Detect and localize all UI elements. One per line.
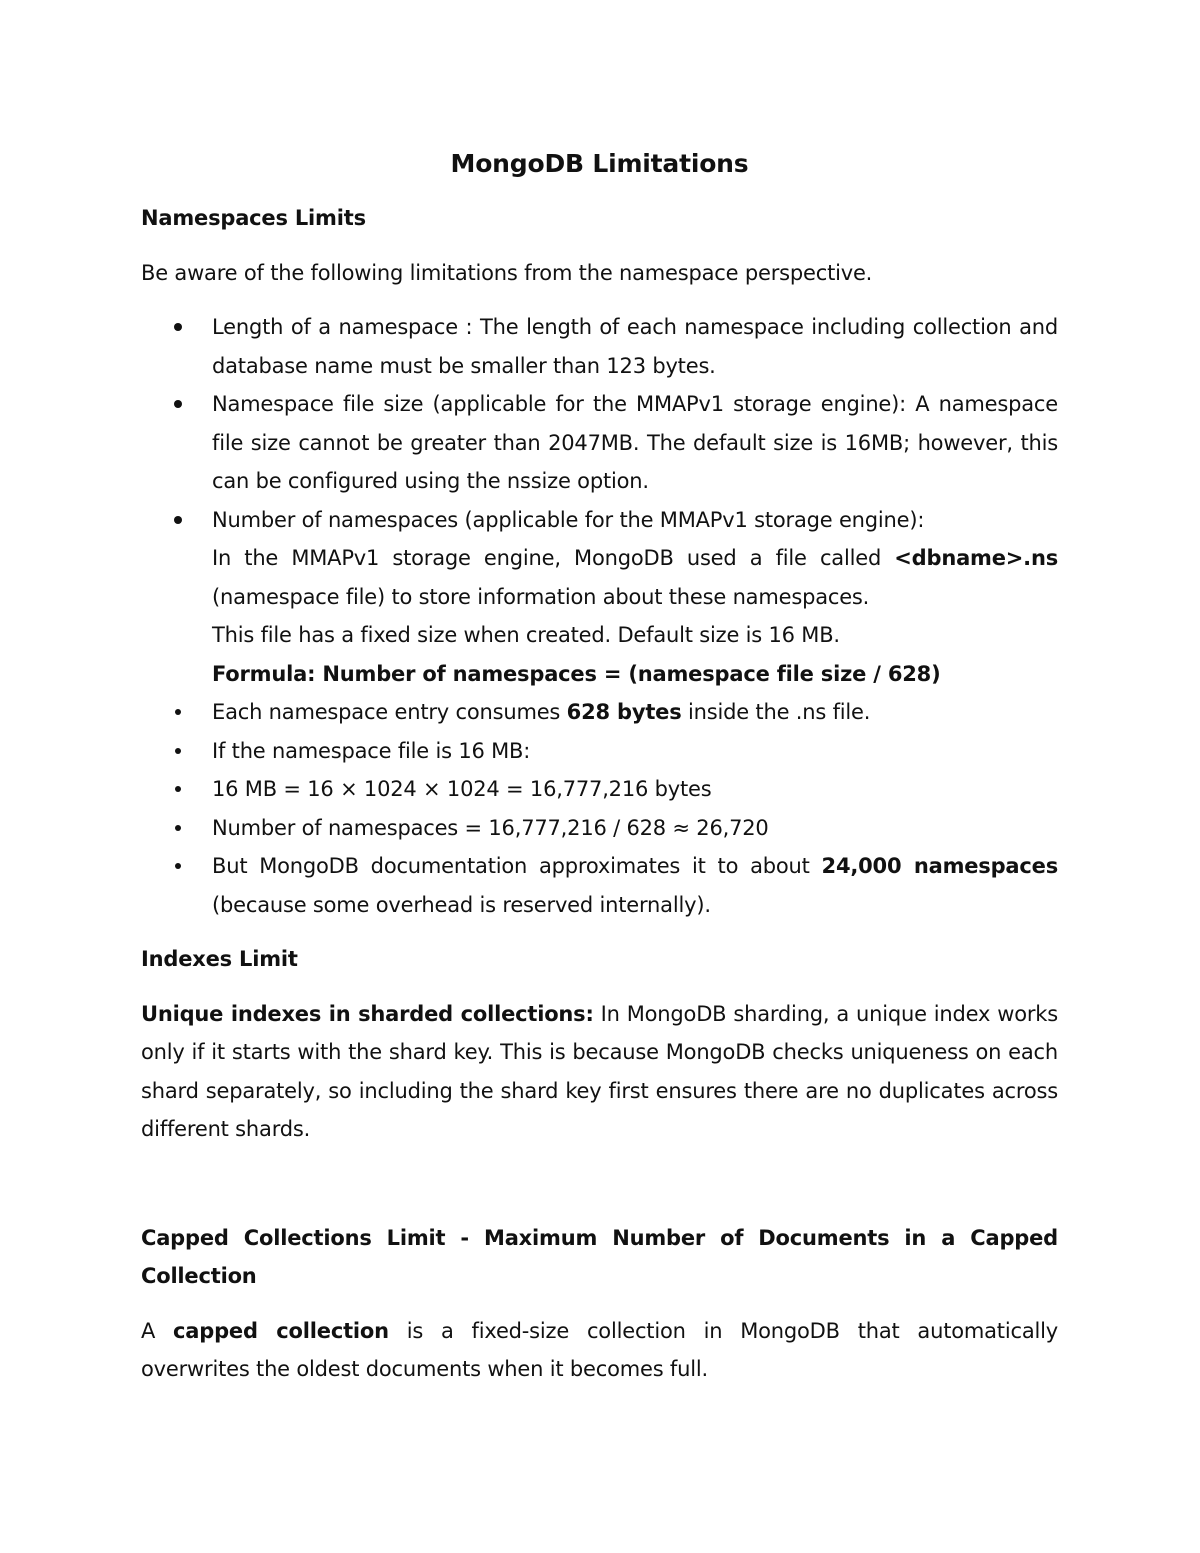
list-item [212, 732, 1058, 771]
text-run: In the MMAPv1 storage engine, MongoDB used a file called [212, 546, 895, 570]
formula-text: Formula: Number of namespaces = (namespace file size / 628) [212, 661, 941, 686]
list-item-text: Length of a namespace : The length of each namespace including collection and database name must be smaller than 123 bytes. [212, 315, 1058, 378]
namespaces-bullet-list [141, 308, 1058, 924]
bold-text-run: <dbname>.ns [894, 546, 1058, 570]
list-item [212, 501, 1058, 694]
list-item-text: This file has a fixed size when created. Default size is 16 MB. [212, 623, 840, 647]
list-item [212, 770, 1058, 809]
text-run: Each namespace entry consumes [212, 700, 567, 724]
list-item-text: Number of namespaces (applicable for the MMAPv1 storage engine): [212, 507, 925, 532]
text-run: is a fixed-size collection in MongoDB that automatically overwrites the oldest documents when it becomes full. [141, 1318, 1058, 1381]
list-item [212, 308, 1058, 385]
text-run: In MongoDB sharding, a unique index works only if it starts with the shard key. This is because MongoDB checks uniqueness on each shard separately, so including the shard key first ensures there are no duplicates across different shards. [141, 1001, 1058, 1141]
section-heading-indexes: Indexes Limit [141, 947, 298, 971]
document-body [141, 145, 1058, 1389]
list-item-text: 16 MB = 16 × 1024 × 1024 = 16,777,216 bytes [212, 777, 712, 801]
list-item [212, 385, 1058, 501]
section-heading-namespaces: Namespaces Limits [141, 206, 366, 230]
text-run: (because some overhead is reserved internally). [212, 892, 711, 917]
bold-text-run: Unique indexes in sharded collections: [141, 1001, 594, 1026]
list-item [212, 809, 1058, 848]
indexes-paragraph [141, 995, 1058, 1149]
list-item-text: Namespace file size (applicable for the MMAPv1 storage engine): A namespace file size cannot be greater than 2047MB. The default size is 16MB; however, this can be configured using the nssize option. [212, 392, 1058, 493]
bold-text-run: 628 bytes [566, 700, 682, 724]
text-run: (namespace file) to store information about these namespaces. [212, 584, 870, 609]
namespaces-intro: Be aware of the following limitations from the namespace perspective. [141, 260, 873, 285]
capped-paragraph [141, 1312, 1058, 1389]
page-title: MongoDB Limitations [450, 149, 749, 178]
text-run: A [141, 1318, 174, 1343]
section-heading-capped: Capped Collections Limit - Maximum Number of Documents in a Capped Collection [141, 1225, 1058, 1288]
list-item [212, 847, 1058, 924]
text-run: inside the .ns file. [681, 700, 871, 724]
bold-text-run: 24,000 namespaces [821, 854, 1058, 878]
text-run: But MongoDB documentation approximates it to about [212, 854, 822, 878]
list-item-text [212, 539, 1058, 616]
bold-text-run: capped collection [173, 1318, 389, 1343]
list-item-text: If the namespace file is 16 MB: [212, 738, 531, 763]
list-item-text: Number of namespaces = 16,777,216 / 628 ≈ 26,720 [212, 815, 769, 840]
list-item [212, 693, 1058, 732]
